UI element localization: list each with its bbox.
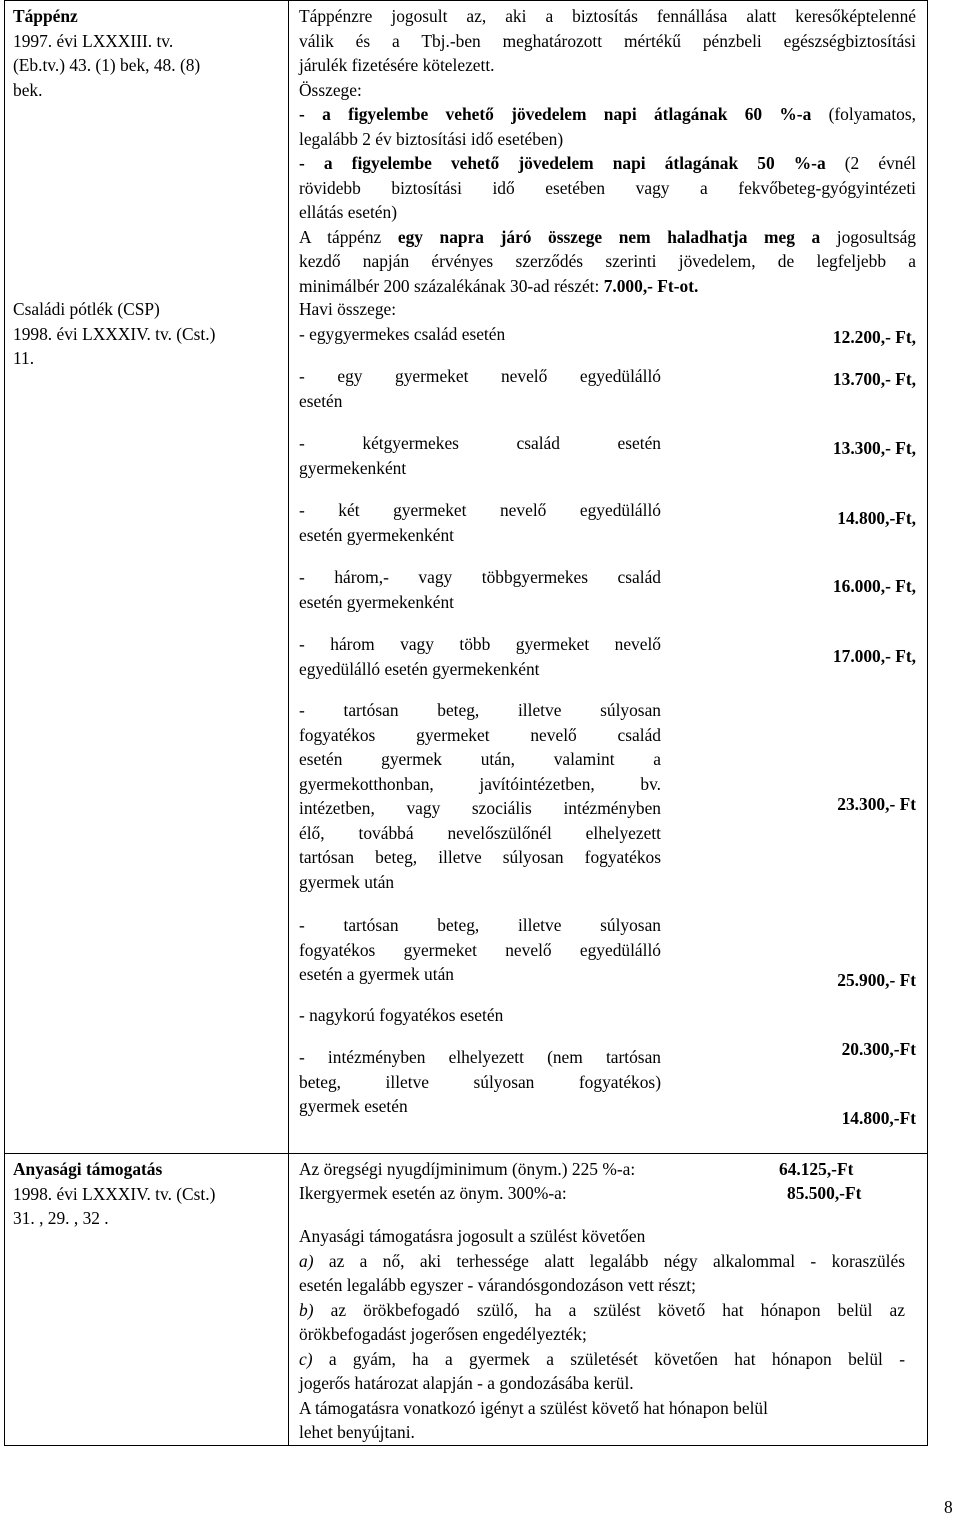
sick-pay-item1 [299, 102, 916, 127]
family-allowance-item-line: gyermekotthonban, javítóintézetben, bv. [299, 773, 661, 794]
family-allowance-item-line: - egygyermekes család esetén [299, 324, 506, 344]
maternity-a-line2: esetén legalább egyszer - várandósgondozáson vett részt; [299, 1275, 696, 1295]
family-allowance-item-line: élő, továbbá nevelőszülőnél elhelyezett [299, 822, 661, 843]
sick-pay-intro-line2: válik és a Tbj.-ben meghatározott mértékű pénzbeli egészségbiztosítási [299, 30, 916, 51]
maternity-eligibility [299, 1224, 905, 1445]
maternity-claim-line1: A támogatásra vonatkozó igényt a szülést követő hat hónapon belül [299, 1397, 768, 1418]
family-allowance-label-cell [13, 297, 283, 371]
sick-pay-limit-a: A táppénz [299, 226, 398, 247]
maternity-b-line1 [299, 1298, 905, 1323]
family-allowance-item-line: esetén gyermekenként [299, 524, 454, 545]
maternity-c-marker: c) [299, 1348, 313, 1369]
family-allowance-amount: 20.300,-Ft [841, 1039, 916, 1059]
family-allowance-item-line: gyermek esetén [299, 1096, 408, 1116]
family-allowance-law-line2: 11. [13, 348, 35, 368]
family-allowance-item [299, 431, 661, 480]
sick-pay-limit-line1 [299, 225, 916, 250]
family-allowance-item-line: beteg, illetve súlyosan fogyatékos) [299, 1071, 661, 1092]
family-allowance-item [299, 364, 661, 413]
maternity-b-text: az örökbefogadó szülő, ha a szülést követő hat hónapon belül az [313, 1299, 905, 1320]
family-allowance-title: Családi pótlék (CSP) [13, 299, 160, 319]
family-allowance-item-line: - egy gyermeket nevelő egyedülálló [299, 366, 661, 386]
maternity-title: Anyasági támogatás [13, 1159, 163, 1179]
sick-pay-item2-rest: (2 évnél [825, 153, 917, 173]
family-allowance-item-line: - intézményben elhelyezett (nem tartósan [299, 1047, 661, 1067]
family-allowance-item-line: - tartósan beteg, illetve súlyosan [299, 915, 661, 935]
sick-pay-item2-bold: - a figyelembe vehető jövedelem napi átlagának 50 %-a [299, 153, 826, 173]
family-allowance-amount: 25.900,- Ft [837, 970, 916, 990]
maternity-a-marker: a) [299, 1250, 314, 1271]
sick-pay-item1-rest: (folyamatos, [811, 104, 916, 124]
maternity-claim-line2: lehet benyújtani. [299, 1422, 415, 1442]
maternity-amount1-value: 64.125,-Ft [779, 1159, 854, 1179]
sick-pay-law-line3: bek. [13, 79, 43, 100]
sick-pay-law-line2: (Eb.tv.) 43. (1) bek, 48. (8) [13, 55, 201, 75]
maternity-c-text: a gyám, ha a gyermek a születését követően hat hónapon belül - [312, 1348, 905, 1369]
sick-pay-item1-line2: legalább 2 év biztosítási idő esetében) [299, 128, 564, 149]
family-allowance-item [299, 698, 661, 894]
family-allowance-item-line: - nagykorú fogyatékos esetén [299, 1005, 504, 1025]
maternity-a-line1 [299, 1249, 905, 1274]
family-allowance-item-line: esetén [299, 390, 343, 411]
family-allowance-amount: 13.700,- Ft, [832, 369, 916, 389]
family-allowance-law-line1: 1998. évi LXXXIV. tv. (Cst.) [13, 323, 216, 344]
maternity-law-line2: 31. , 29. , 32 . [13, 1208, 109, 1228]
maternity-law-line1: 1998. évi LXXXIV. tv. (Cst.) [13, 1183, 216, 1204]
sick-pay-item2 [299, 151, 916, 176]
family-allowance-heading: Havi összege: [299, 299, 397, 319]
sick-pay-limit-c: jogosultság [820, 226, 916, 247]
family-allowance-item-line: - három,- vagy többgyermekes család [299, 567, 661, 587]
family-allowance-item-line: fogyatékos gyermeket nevelő egyedülálló [299, 939, 661, 960]
sick-pay-amount-heading: Összege: [299, 79, 362, 100]
sick-pay-title: Táppénz [13, 6, 78, 26]
maternity-a-text: az a nő, aki terhessége alatt legalább négy alkalommal - koraszülés [313, 1250, 905, 1271]
family-allowance-item [299, 565, 661, 614]
family-allowance-item-line: esetén gyermek után, valamint a [299, 749, 661, 769]
family-allowance-item-line: fogyatékos gyermeket nevelő család [299, 724, 661, 745]
sick-pay-limit-line3 [299, 274, 916, 299]
family-allowance-item-line: esetén a gyermek után [299, 964, 454, 984]
family-allowance-item [299, 632, 661, 681]
sick-pay-law-line1: 1997. évi LXXXIII. tv. [13, 30, 174, 51]
sick-pay-content-cell [299, 4, 916, 298]
family-allowance-item-line: egyedülálló esetén gyermekenként [299, 658, 540, 679]
sick-pay-label-cell [13, 4, 283, 102]
family-allowance-item-line: tartósan beteg, illetve súlyosan fogyatékos [299, 847, 661, 867]
family-allowance-item [299, 322, 661, 347]
family-allowance-item-line: - három vagy több gyermeket nevelő [299, 634, 661, 654]
sick-pay-limit-amount: 7.000,- Ft-ot. [603, 275, 699, 296]
maternity-b-marker: b) [299, 1299, 314, 1320]
family-allowance-amount: 17.000,- Ft, [832, 646, 916, 666]
family-allowance-amount: 12.200,- Ft, [832, 327, 916, 347]
maternity-label-cell [13, 1157, 283, 1231]
family-allowance-item [299, 498, 661, 547]
maternity-amount1-label: Az öregségi nyugdíjminimum (önym.) 225 %-a: [299, 1159, 636, 1179]
family-allowance-item-line: intézetben, vagy szociális intézményben [299, 798, 661, 818]
family-allowance-amount: 13.300,- Ft, [832, 438, 916, 458]
family-allowance-item [299, 1045, 661, 1119]
row-divider [4, 1153, 928, 1154]
family-allowance-item-line: esetén gyermekenként [299, 591, 454, 612]
family-allowance-item-line: - kétgyermekes család esetén [299, 433, 661, 453]
sick-pay-item1-bold: - a figyelembe vehető jövedelem napi átlagának 60 %-a [299, 104, 812, 124]
maternity-c-line1 [299, 1347, 905, 1372]
maternity-c-line2: jogerős határozat alapján - a gondozásába kerül. [299, 1373, 634, 1393]
sick-pay-limit-line3-a: minimálbér 200 százalékának 30-ad részét: [299, 275, 604, 296]
maternity-eligible-intro: Anyasági támogatásra jogosult a szülést követően [299, 1226, 646, 1246]
family-allowance-amount: 16.000,- Ft, [832, 576, 916, 596]
sick-pay-limit-line2: kezdő napján érvényes szerződés szerinti jövedelem, de legfeljebb a [299, 251, 916, 271]
column-divider [288, 0, 289, 1446]
family-allowance-item-line: - két gyermeket nevelő egyedülálló [299, 500, 661, 520]
family-allowance-item [299, 913, 661, 987]
page-number: 8 [944, 1497, 953, 1517]
family-allowance-amount: 14.800,-Ft [841, 1108, 916, 1128]
family-allowance-item-line: gyermek után [299, 871, 395, 892]
maternity-amount2-label: Ikergyermek esetén az önym. 300%-a: [299, 1183, 567, 1203]
sick-pay-intro-line1: Táppénzre jogosult az, aki a biztosítás fennállása alatt keresőképtelenné [299, 6, 916, 26]
family-allowance-item-line: - tartósan beteg, illetve súlyosan [299, 700, 661, 720]
maternity-amount2-value: 85.500,-Ft [787, 1183, 862, 1203]
sick-pay-item2-line2: rövidebb biztosítási idő esetében vagy a fekvőbeteg-gyógyintézeti [299, 177, 916, 198]
sick-pay-limit-b: egy napra járó összege nem haladhatja meg a [397, 226, 821, 247]
family-allowance-item [299, 1003, 661, 1028]
family-allowance-amount: 23.300,- Ft [837, 794, 916, 814]
family-allowance-amount: 14.800,-Ft, [837, 508, 916, 528]
maternity-b-line2: örökbefogadást jogerősen engedélyezték; [299, 1324, 587, 1344]
sick-pay-item2-line3: ellátás esetén) [299, 202, 398, 222]
sick-pay-intro-line3: járulék fizetésére kötelezett. [299, 55, 495, 75]
family-allowance-item-line: gyermekenként [299, 457, 407, 478]
